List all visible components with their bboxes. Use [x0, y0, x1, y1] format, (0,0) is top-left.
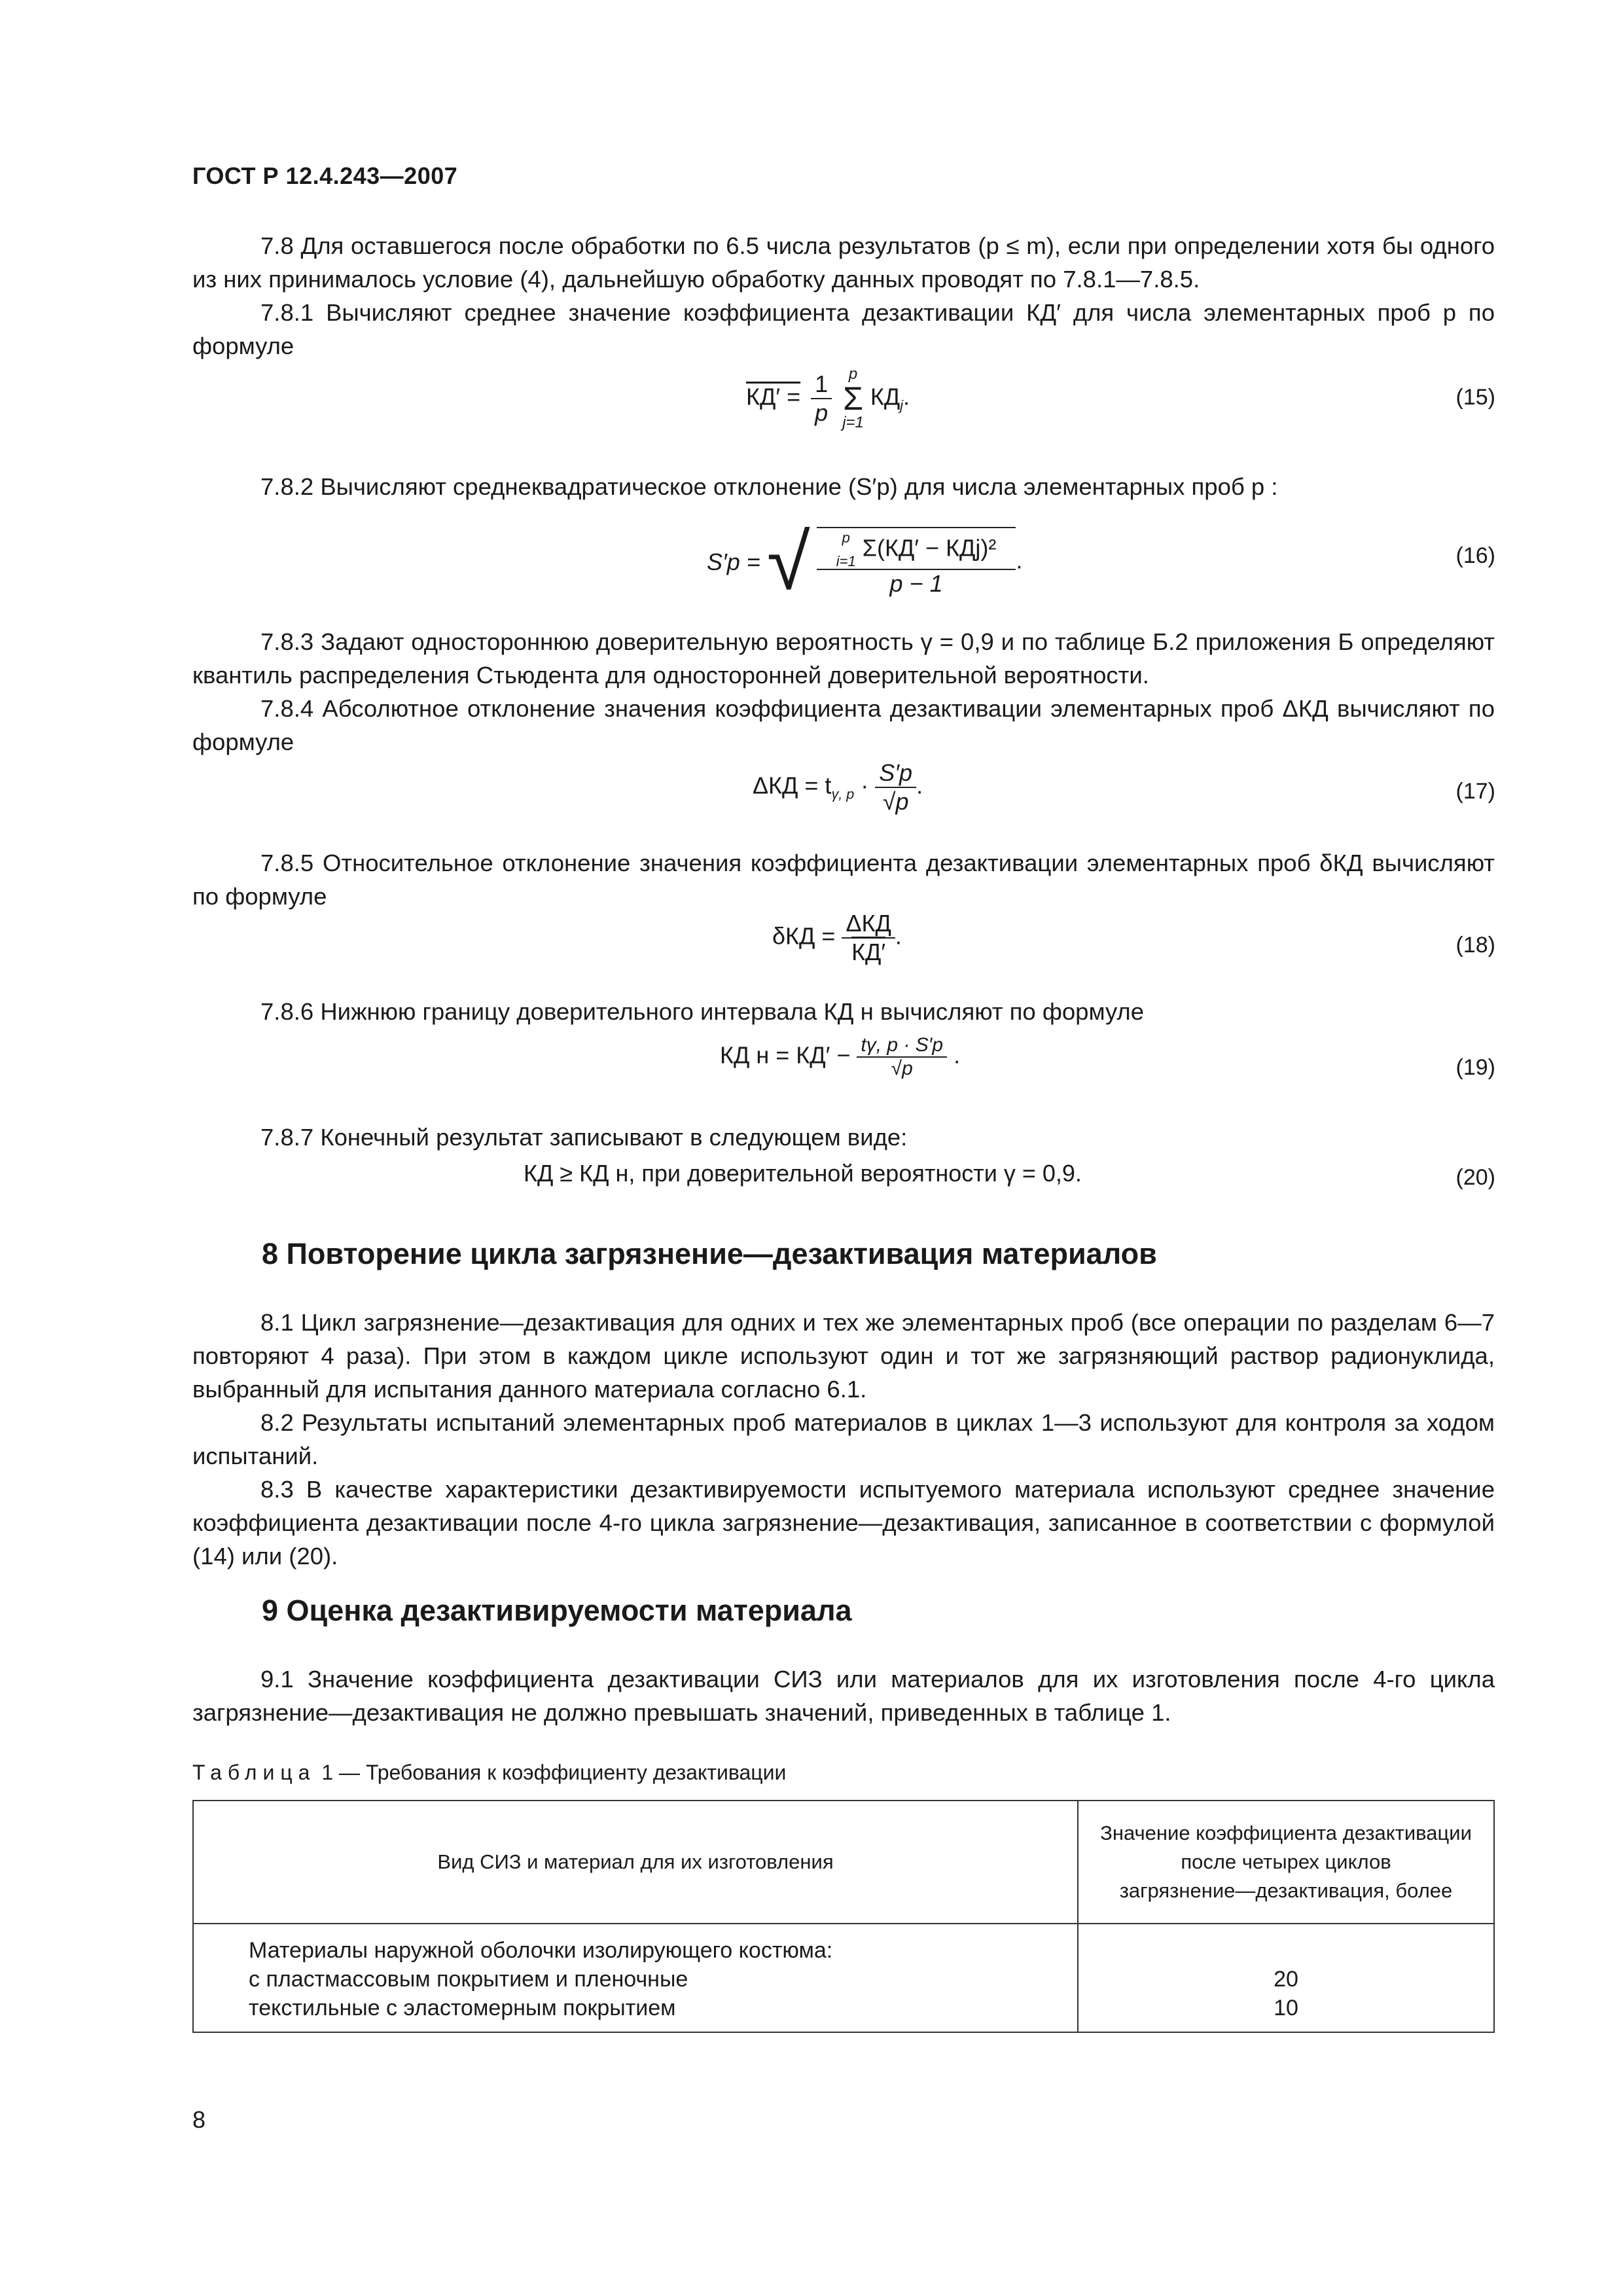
para-7-8-2: 7.8.2 Вычисляют среднеквадратическое отклонение (S′p) для числа элементарных проб p : — [260, 473, 1278, 500]
formula-18 — [772, 910, 902, 966]
table-material-cell — [193, 1924, 1078, 2032]
para-8-2: 8.2 Результаты испытаний элементарных проб материалов в циклах 1—3 используют для контроля за ходом испытаний. — [192, 1409, 1495, 1469]
eq19-number: (19) — [1455, 1055, 1495, 1080]
para-7-8-7: 7.8.7 Конечный результат записывают в следующем виде: — [260, 1124, 908, 1151]
eq19-lhs: КД н = КД′ − — [720, 1041, 851, 1069]
eq17-lhs: ΔКД = t — [753, 772, 832, 799]
table-1 — [192, 1800, 1495, 2033]
sqrt-symbol: √ — [766, 518, 810, 606]
formula-16 — [707, 517, 1022, 607]
para-9-1: 9.1 Значение коэффициента дезактивации СИЗ или материалов для их изготовления после 4-го цикла загрязнение—дезактивация не должно превышать значений, приведенных в таблице 1. — [192, 1666, 1495, 1726]
formula-20: КД ≥ КД н, при доверительной вероятности γ = 0,9. — [524, 1160, 1082, 1187]
eq18-number: (18) — [1455, 933, 1495, 958]
eq16-numerator: Σ(КД′ − КДj)² — [862, 534, 997, 562]
para-7-8-1: 7.8.1 Вычисляют среднее значение коэффициента дезактивации КД′ для числа элементарных проб p по формуле — [192, 299, 1495, 359]
para-7-8-4: 7.8.4 Абсолютное отклонение значения коэффициента дезактивации элементарных проб ΔКД вычисляют по формуле — [192, 695, 1495, 755]
col2-header-line: загрязнение—дезактивация, более — [1119, 1879, 1453, 1902]
document-code: ГОСТ Р 12.4.243—2007 — [192, 162, 458, 189]
eq17-num: S′p — [875, 759, 916, 788]
eq16-sum-bottom: i=1 — [836, 553, 856, 569]
para-7-8-6: 7.8.6 Нижнюю границу доверительного интервала КД н вычисляют по формуле — [260, 998, 1145, 1025]
eq15-sum-top: p — [848, 365, 858, 383]
table-caption-rest: 1 — Требования к коэффициенту дезактивации — [321, 1761, 787, 1784]
eq19-num: tγ, p · S′p — [857, 1034, 947, 1058]
table-header-row — [193, 1801, 1494, 1924]
table-col1-header: Вид СИЗ и материал для их изготовления — [193, 1801, 1078, 1924]
table-row-name: с пластмассовым покрытием и пленочные — [249, 1967, 688, 1992]
para-7-8: 7.8 Для оставшегося после обработки по 6.5 числа результатов (p ≤ m), если при определении хотя бы одного из них принималось условие (4), дальнейшую обработку данных проводят по 7.8.1—7.8.5. — [192, 232, 1495, 293]
table-caption-word: Таблица — [192, 1761, 316, 1784]
eq15-tail: . — [903, 383, 910, 410]
eq19-tail: . — [954, 1041, 961, 1069]
table-row-name: текстильные с эластомерным покрытием — [249, 1996, 676, 2020]
eq16-sum-top: p — [842, 529, 850, 546]
eq15-lhs: КД′ = — [746, 383, 801, 410]
eq17-tail: . — [916, 772, 923, 799]
eq18-tail: . — [895, 922, 902, 950]
col2-header-line: Значение коэффициента дезактивации — [1100, 1821, 1472, 1844]
eq15-coef-num: 1 — [811, 370, 832, 399]
col2-header-line: после четырех циклов — [1181, 1850, 1391, 1873]
eq16-denominator: p − 1 — [889, 570, 943, 597]
table-col2-header — [1078, 1801, 1494, 1924]
para-7-8-3: 7.8.3 Задают одностороннюю доверительную вероятность γ = 0,9 и по таблице Б.2 приложения Б определяют квантиль распределения Стьюдента для односторонней доверительной вероятности. — [192, 628, 1495, 689]
eq17-number: (17) — [1455, 779, 1495, 804]
eq17-sub: γ, p — [831, 785, 855, 802]
formula-19 — [720, 1034, 960, 1080]
formula-17 — [753, 759, 923, 816]
eq15-coef-den: p — [815, 399, 829, 426]
eq17-dot: · — [861, 772, 869, 799]
para-8-1: 8.1 Цикл загрязнение—дезактивация для одних и тех же элементарных проб (все операции по разделам 6—7 повторяют 4 раза). При этом в каждом цикле используют один и тот же загрязняющий раствор радионуклида, выбранный для испытания данного материала согласно 6.1. — [192, 1309, 1495, 1403]
section-8-heading: 8 Повторение цикла загрязнение—дезактивация материалов — [262, 1237, 1157, 1270]
eq16-number: (16) — [1455, 543, 1495, 568]
table-group-label: Материалы наружной оболочки изолирующего костюма: — [249, 1938, 833, 1963]
eq17-den: √p — [882, 788, 909, 815]
table-row-value: 20 — [1274, 1967, 1298, 1992]
section-9-heading: 9 Оценка дезактивируемости материала — [262, 1594, 852, 1627]
table-caption — [192, 1761, 786, 1785]
eq15-term-sub: j — [900, 397, 904, 414]
para-7-8-5: 7.8.5 Относительное отклонение значения коэффициента дезактивации элементарных проб δКД вычисляют по формуле — [192, 850, 1495, 910]
eq16-tail: . — [1016, 547, 1023, 574]
eq18-lhs: δКД = — [772, 922, 836, 950]
table-row-value: 10 — [1274, 1996, 1298, 2020]
eq18-num: ΔКД — [842, 910, 895, 939]
table-row — [193, 1924, 1494, 2032]
formula-15 — [746, 367, 910, 431]
eq15-term: КД — [870, 383, 901, 410]
eq15-number: (15) — [1455, 385, 1495, 410]
eq16-lhs: S′p = — [707, 548, 760, 575]
eq15-sum-bottom: j=1 — [842, 414, 864, 431]
table-value-cell — [1078, 1924, 1494, 2032]
para-8-3: 8.3 В качестве характеристики дезактивируемости испытуемого материала используют среднее значение коэффициента дезактивации после 4-го цикла загрязнение—дезактивация, записанное в соответствии с формулой (14) или (20). — [192, 1476, 1495, 1570]
page-number: 8 — [192, 2106, 206, 2133]
eq20-number: (20) — [1455, 1165, 1495, 1190]
eq19-den: √p — [891, 1058, 913, 1079]
eq18-den: КД′ — [851, 939, 886, 965]
sum-symbol: Σ — [843, 380, 864, 417]
